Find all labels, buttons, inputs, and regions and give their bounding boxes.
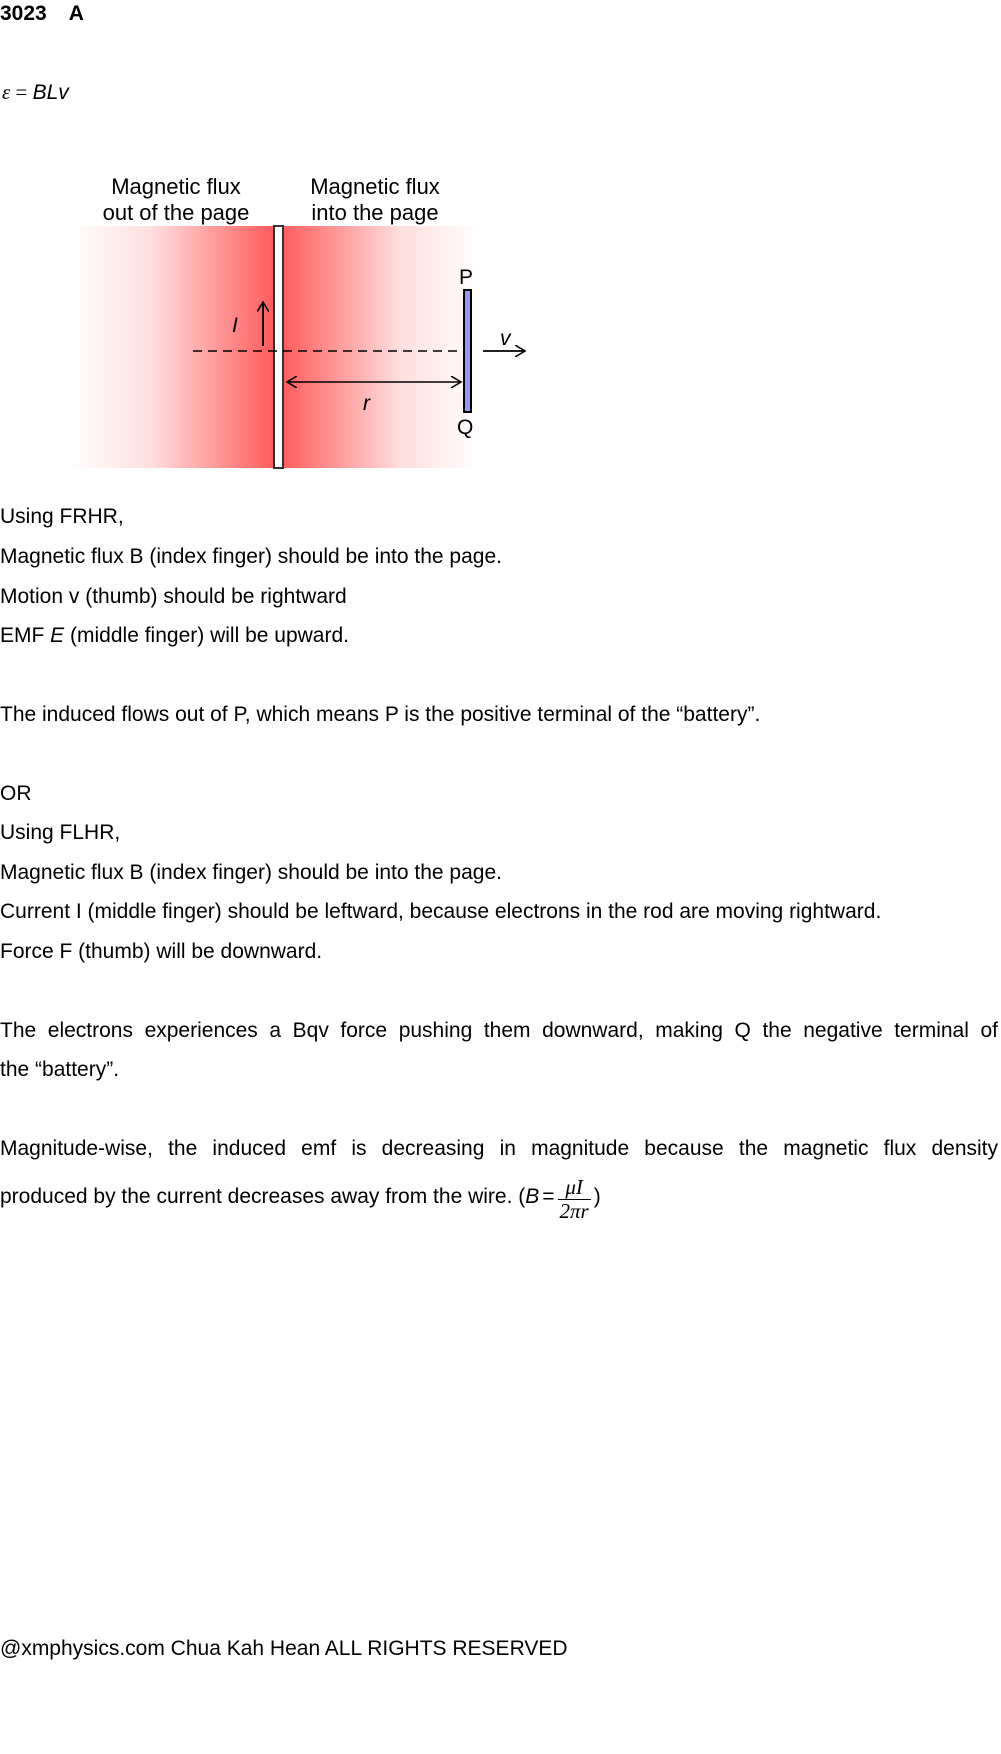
question-number: 3023 [0, 2, 47, 25]
left-flux-label-1: Magnetic flux [111, 174, 241, 199]
label-p: P [459, 266, 474, 289]
answer-letter: A [68, 2, 84, 25]
magnitude-line-1: Magnitude-wise, the induced emf is decreasing in magnitude because the magnetic flux density [0, 1137, 998, 1160]
long-wire [274, 226, 283, 468]
copyright-footer: @xmphysics.com Chua Kah Hean ALL RIGHTS RESERVED [0, 1637, 568, 1660]
right-flux-label-2: into the page [311, 200, 439, 225]
right-flux-label-1: Magnetic flux [310, 174, 440, 199]
moving-rod [464, 290, 471, 412]
flhr-force: Force F (thumb) will be downward. [0, 940, 323, 963]
flhr-intro: Using FLHR, [0, 821, 121, 844]
emf-symbol: ε [2, 80, 11, 104]
emf-rhs: BLv [32, 81, 69, 104]
field-out-region [70, 226, 275, 468]
field-formula-fraction: $\frac{\mu I}{2\pi r}$ [559, 1175, 589, 1223]
current-label: I [232, 314, 238, 337]
flhr-current: Current I (middle finger) should be leftward, because electrons in the rod are moving rightward. [0, 900, 882, 923]
frhr-intro: Using FRHR, [0, 505, 124, 528]
wire-rod-diagram [0, 0, 600, 480]
field-in-region [280, 226, 480, 468]
frhr-motion: Motion v (thumb) should be rightward [0, 585, 347, 608]
flhr-conclusion-1: The electrons experiences a Bqv force pushing them downward, making Q the negative terminal of [0, 1019, 998, 1042]
distance-label: r [363, 392, 370, 415]
magnitude-line-2: produced by the current decreases away from the wire. (B = $\frac{\mu I}{2\pi r}$ ) [0, 1175, 601, 1223]
frhr-flux: Magnetic flux B (index finger) should be into the page. [0, 545, 502, 568]
or-separator: OR [0, 782, 32, 805]
velocity-label: v [500, 327, 511, 350]
flhr-conclusion-2: the “battery”. [0, 1058, 120, 1081]
equals-sign: = [15, 80, 28, 104]
flhr-flux: Magnetic flux B (index finger) should be into the page. [0, 861, 502, 884]
frhr-conclusion: The induced flows out of P, which means P is the positive terminal of the “battery”. [0, 703, 761, 726]
label-q: Q [457, 416, 474, 439]
left-flux-label-2: out of the page [102, 200, 250, 225]
frhr-emf: EMF E (middle finger) will be upward. [0, 624, 349, 647]
